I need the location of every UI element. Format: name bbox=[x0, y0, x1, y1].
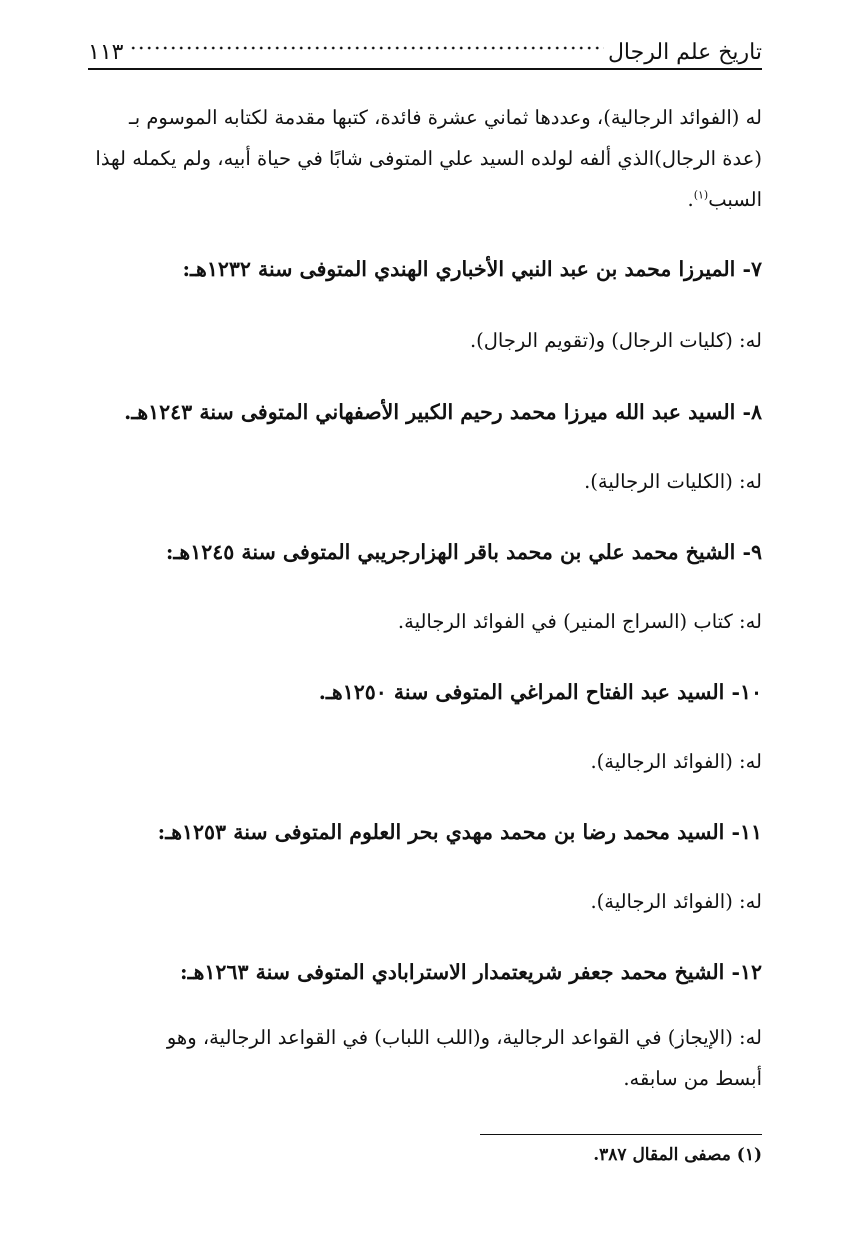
intro-paragraph bbox=[95, 97, 762, 220]
entry-heading-11: ١١- السيد محمد رضا بن محمد مهدي بحر العلوم المتوفى سنة ١٢٥٣هـ: bbox=[157, 820, 762, 844]
footnote-reference: (١) bbox=[693, 188, 709, 202]
entry-works-11: له: (الفوائد الرجالية). bbox=[590, 890, 762, 913]
entry-heading-10: ١٠- السيد عبد الفتاح المراغي المتوفى سنة ١٢٥٠هـ. bbox=[318, 680, 762, 704]
entry-heading-9: ٩- الشيخ محمد علي بن محمد باقر الهزارجريبي المتوفى سنة ١٢٤٥هـ: bbox=[165, 540, 762, 564]
entry-heading-8: ٨- السيد عبد الله ميرزا محمد رحيم الكبير الأصفهاني المتوفى سنة ١٢٤٣هـ. bbox=[124, 400, 762, 424]
entry-works-10: له: (الفوائد الرجالية). bbox=[590, 750, 762, 773]
entry-heading-12: ١٢- الشيخ محمد جعفر شريعتمدار الاسترابادي المتوفى سنة ١٢٦٣هـ: bbox=[180, 960, 762, 984]
footnote: (١) مصفى المقال ٣٨٧. bbox=[593, 1145, 762, 1165]
intro-line-2: (عدة الرجال)الذي ألفه لولده السيد علي المتوفى شابًا في حياة أبيه، ولم يكمله لهذا bbox=[95, 147, 762, 170]
intro-line-1: له (الفوائد الرجالية)، وعددها ثماني عشرة فائدة، كتبها مقدمة لكتابه الموسوم بـ bbox=[129, 106, 762, 129]
footnote-separator bbox=[480, 1134, 762, 1135]
entry-works-8: له: (الكليات الرجالية). bbox=[584, 470, 762, 493]
intro-line-3: السبب bbox=[708, 188, 762, 211]
entry-works-9: له: كتاب (السراج المنير) في الفوائد الرجالية. bbox=[397, 610, 762, 633]
entry-works-12 bbox=[167, 1017, 762, 1099]
entry-works-12-line-1: له: (الإيجاز) في القواعد الرجالية، و(اللب اللباب) في القواعد الرجالية، وهو bbox=[166, 1026, 762, 1049]
entry-works-12-line-2: أبسط من سابقه. bbox=[623, 1067, 762, 1090]
entry-heading-7: ٧- الميرزا محمد بن عبد النبي الأخباري الهندي المتوفى سنة ١٢٣٢هـ: bbox=[182, 257, 762, 281]
page-number: ١١٣ bbox=[88, 39, 124, 65]
running-header bbox=[88, 28, 762, 66]
running-title: تاريخ علم الرجال bbox=[607, 39, 762, 65]
intro-line-3-end: . bbox=[687, 188, 694, 211]
header-dot-leader bbox=[127, 37, 603, 59]
header-rule bbox=[88, 68, 762, 70]
entry-works-7: له: (كليات الرجال) و(تقويم الرجال). bbox=[469, 329, 762, 352]
